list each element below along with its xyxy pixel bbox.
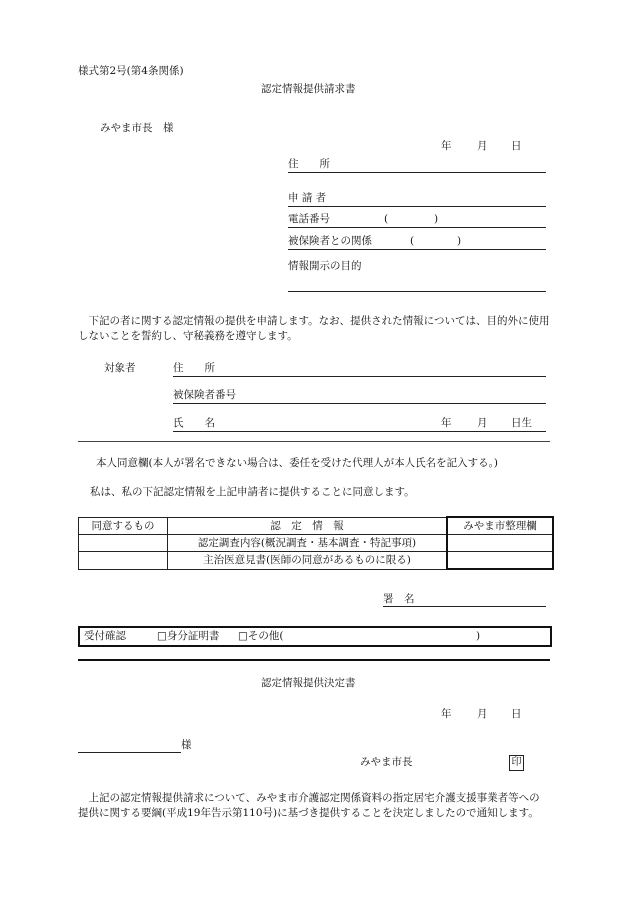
applicant-address-label: 住 所	[288, 158, 330, 170]
subject-name-label: 氏 名	[173, 417, 215, 429]
recipient-suffix: 様	[181, 739, 192, 751]
signature-label: 署 名	[383, 593, 415, 605]
decision-date-month: 月	[477, 708, 488, 720]
receipt-label: 受付確認	[84, 630, 126, 642]
request-statement: 下記の者に関する認定情報の提供を申請します。なお、提供された情報については、目的外に使用しないことを誓約し、守秘義務を遵守します。	[78, 315, 550, 342]
section-divider	[78, 441, 550, 442]
applicant-address-field[interactable]	[288, 172, 546, 173]
recipient-field[interactable]	[78, 752, 181, 753]
decision-date-year: 年	[441, 708, 452, 720]
consent-cell[interactable]	[79, 552, 168, 570]
consent-heading: 本人同意欄(本人が署名できない場合は、委任を受けた代理人が本人氏名を記入する。)	[96, 457, 498, 469]
purpose-label: 情報開示の目的	[288, 260, 362, 272]
decision-date-day: 日	[511, 708, 522, 720]
phone-paren-open: (	[384, 213, 389, 225]
subject-label: 対象者	[104, 362, 136, 374]
subject-name-field[interactable]	[173, 431, 546, 432]
header-city-use: みやま市整理欄	[447, 517, 553, 535]
decision-statement: 上記の認定情報提供請求について、みやま市介護認定関係資料の指定居宅介護支援事業者等への提供に関する要綱(平成19年告示第110号)に基づき提供することを決定しましたので通知します。	[78, 792, 540, 819]
receipt-id-checkbox[interactable]: □身分証明書	[157, 630, 220, 642]
info-cell: 主治医意見書(医師の同意があるものに限る)	[168, 552, 448, 570]
receipt-other-checkbox[interactable]: □その他(	[238, 630, 284, 642]
table-row	[79, 535, 554, 552]
phone-paren-close: )	[434, 213, 439, 225]
info-cell: 認定調査内容(概況調査・基本調査・特記事項)	[168, 535, 448, 552]
header-info: 認 定 情 報	[168, 517, 448, 535]
phone-label: 電話番号	[288, 213, 330, 225]
relation-paren-open: (	[410, 235, 415, 247]
receipt-box	[78, 626, 552, 647]
request-date-month: 月	[477, 140, 488, 152]
dob-year: 年	[441, 417, 452, 429]
request-date-day: 日	[511, 140, 522, 152]
header-consent-item: 同意するもの	[79, 517, 168, 535]
purpose-field[interactable]	[288, 291, 546, 292]
phone-field[interactable]	[288, 227, 546, 228]
addressee: みやま市長 様	[100, 122, 174, 134]
consent-statement: 私は、私の下記認定情報を上記申請者に提供することに同意します。	[90, 486, 415, 498]
table-header-row	[79, 517, 554, 535]
receipt-close-paren: )	[476, 630, 481, 642]
table-row	[79, 552, 554, 570]
subject-address-label: 住 所	[173, 362, 215, 374]
seal-mark: 印	[509, 755, 524, 771]
dob-day: 日生	[511, 417, 532, 429]
decision-title: 認定情報提供決定書	[261, 677, 356, 689]
subject-address-field[interactable]	[173, 376, 546, 377]
city-use-cell	[447, 535, 553, 552]
form-number: 様式第2号(第4条関係)	[78, 65, 184, 77]
relation-label: 被保険者との関係	[288, 235, 372, 247]
form-title: 認定情報提供請求書	[261, 83, 356, 95]
applicant-name-field[interactable]	[288, 206, 546, 207]
relation-paren-close: )	[457, 235, 462, 247]
decision-divider	[78, 659, 550, 661]
dob-month: 月	[477, 417, 488, 429]
relation-field[interactable]	[288, 249, 546, 250]
signature-field[interactable]	[383, 606, 546, 607]
consent-table	[78, 516, 554, 570]
city-use-cell	[447, 552, 553, 570]
applicant-name-label: 申 請 者	[288, 192, 327, 204]
insured-number-label: 被保険者番号	[173, 389, 236, 401]
consent-cell[interactable]	[79, 535, 168, 552]
request-date-year: 年	[441, 140, 452, 152]
insured-number-field[interactable]	[173, 403, 546, 404]
issuer: みやま市長	[360, 756, 413, 768]
